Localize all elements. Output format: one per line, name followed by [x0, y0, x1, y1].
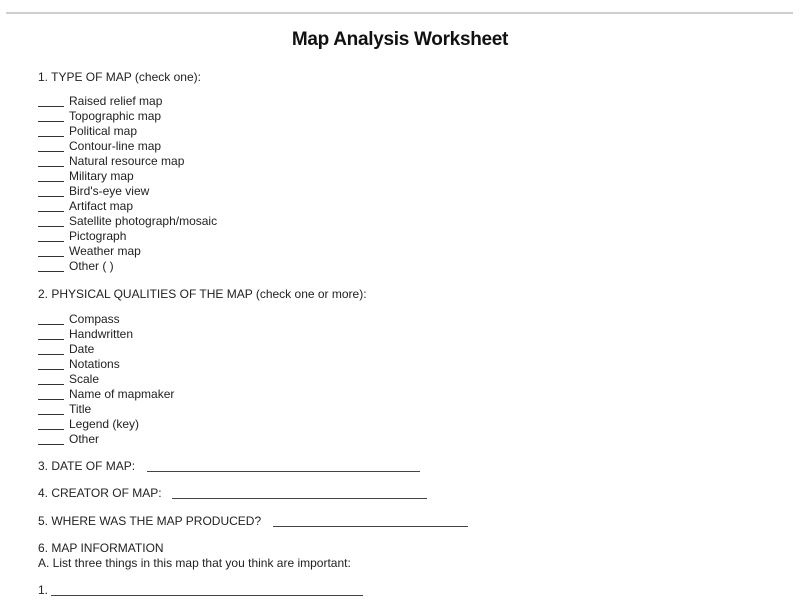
quality-option-compass[interactable] [38, 312, 174, 327]
option-label: Political map [69, 124, 138, 138]
checkbox-blank[interactable] [38, 388, 64, 400]
checkbox-blank[interactable] [38, 110, 64, 122]
map-type-option-birds-eye[interactable] [38, 184, 217, 199]
page-title: Map Analysis Worksheet [291, 29, 509, 50]
date-of-map-label: 3. DATE OF MAP: [38, 459, 136, 473]
checkbox-blank[interactable] [38, 170, 64, 182]
option-label: Pictograph [69, 229, 127, 243]
map-type-option-topographic[interactable] [38, 109, 217, 124]
option-label: Raised relief map [69, 94, 163, 108]
important-item-1-field[interactable] [51, 583, 363, 596]
map-type-option-artifact[interactable] [38, 199, 217, 214]
quality-option-handwritten[interactable] [38, 327, 174, 342]
quality-option-notations[interactable] [38, 357, 174, 372]
option-label: Military map [69, 169, 134, 183]
option-label: Date [69, 342, 95, 356]
checkbox-blank[interactable] [38, 433, 64, 445]
map-type-option-satellite[interactable] [38, 214, 217, 229]
where-produced-label: 5. WHERE WAS THE MAP PRODUCED? [38, 514, 262, 528]
option-label: Weather map [69, 244, 141, 258]
map-type-option-natural-resource[interactable] [38, 154, 217, 169]
checkbox-blank[interactable] [38, 215, 64, 227]
option-label: Handwritten [69, 327, 134, 341]
option-label: Legend (key) [69, 417, 140, 431]
option-label: Other ( ) [69, 259, 114, 273]
quality-option-title[interactable] [38, 402, 174, 417]
quality-option-other[interactable] [38, 432, 174, 447]
quality-option-date[interactable] [38, 342, 174, 357]
map-type-option-political[interactable] [38, 124, 217, 139]
section-6-heading: 6. MAP INFORMATION [38, 541, 164, 555]
option-label: Title [69, 402, 92, 416]
important-item-1-number: 1. [38, 583, 49, 597]
where-produced-field[interactable] [273, 514, 468, 527]
section-2-heading: 2. PHYSICAL QUALITIES OF THE MAP (check one or more): [38, 287, 367, 301]
quality-option-scale[interactable] [38, 372, 174, 387]
checkbox-blank[interactable] [38, 230, 64, 242]
checkbox-blank[interactable] [38, 140, 64, 152]
map-type-option-raised-relief[interactable] [38, 94, 217, 109]
quality-option-legend[interactable] [38, 417, 174, 432]
section-6-subheading: A. List three things in this map that you think are important: [38, 556, 351, 570]
checkbox-blank[interactable] [38, 245, 64, 257]
creator-of-map-field[interactable] [172, 486, 427, 499]
quality-option-mapmaker[interactable] [38, 387, 174, 402]
creator-of-map-label: 4. CREATOR OF MAP: [38, 486, 162, 500]
map-type-option-contour-line[interactable] [38, 139, 217, 154]
checkbox-blank[interactable] [38, 403, 64, 415]
option-label: Artifact map [69, 199, 134, 213]
map-type-option-military[interactable] [38, 169, 217, 184]
option-label: Scale [69, 372, 100, 386]
map-type-option-weather[interactable] [38, 244, 217, 259]
checkbox-blank[interactable] [38, 358, 64, 370]
checkbox-blank[interactable] [38, 328, 64, 340]
map-type-checklist [38, 94, 217, 274]
date-of-map-field[interactable] [147, 459, 420, 472]
option-label: Natural resource map [69, 154, 185, 168]
checkbox-blank[interactable] [38, 125, 64, 137]
option-label: Notations [69, 357, 120, 371]
checkbox-blank[interactable] [38, 343, 64, 355]
option-label: Other [69, 432, 100, 446]
creator-of-map-row [38, 485, 162, 501]
option-label: Name of mapmaker [69, 387, 175, 401]
map-type-option-other[interactable] [38, 259, 217, 274]
date-of-map-row [38, 458, 135, 474]
option-label: Satellite photograph/mosaic [69, 214, 218, 228]
checkbox-blank[interactable] [38, 260, 64, 272]
checkbox-blank[interactable] [38, 373, 64, 385]
top-divider [6, 12, 793, 14]
checkbox-blank[interactable] [38, 313, 64, 325]
checkbox-blank[interactable] [38, 418, 64, 430]
physical-qualities-checklist [38, 312, 174, 447]
checkbox-blank[interactable] [38, 155, 64, 167]
checkbox-blank[interactable] [38, 185, 64, 197]
where-produced-row [38, 513, 261, 529]
option-label: Topographic map [69, 109, 162, 123]
checkbox-blank[interactable] [38, 200, 64, 212]
map-type-option-pictograph[interactable] [38, 229, 217, 244]
option-label: Bird's-eye view [69, 184, 150, 198]
important-item-1-row [38, 582, 48, 598]
section-1-heading: 1. TYPE OF MAP (check one): [38, 70, 201, 84]
checkbox-blank[interactable] [38, 95, 64, 107]
option-label: Contour-line map [69, 139, 162, 153]
option-label: Compass [69, 312, 120, 326]
